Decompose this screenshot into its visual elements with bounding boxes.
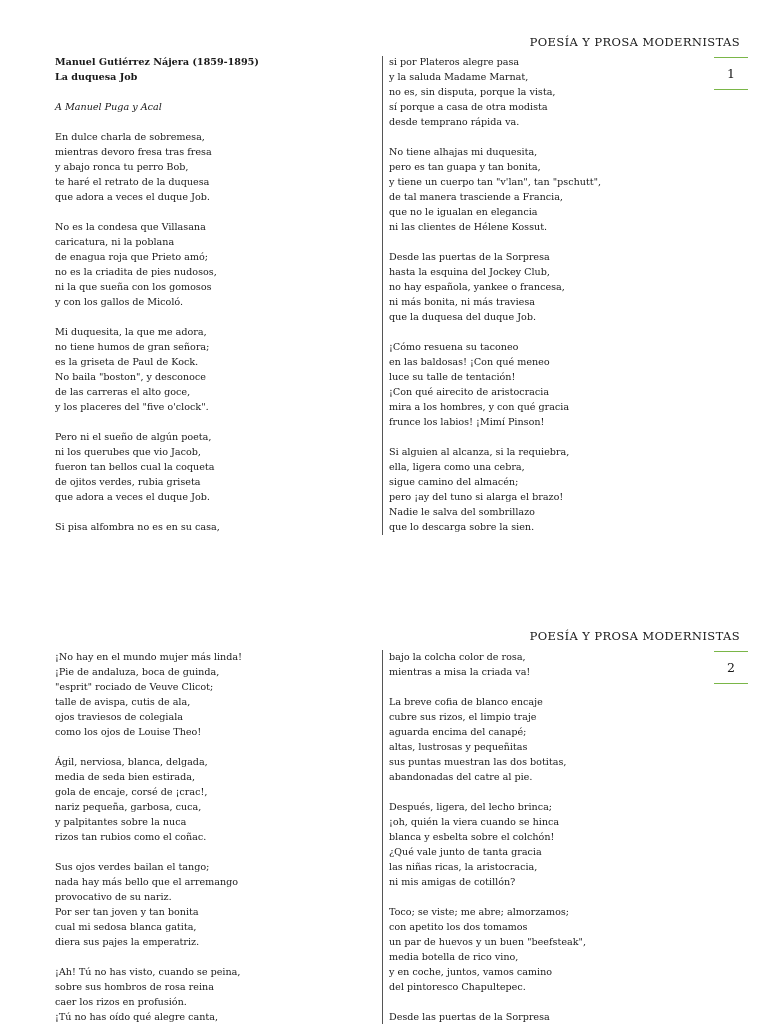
stanza-break [55,85,365,100]
poem-line: ni mis amigas de cotillón? [389,877,516,888]
poem-line: ¿Qué vale junto de tanta gracia [389,847,542,858]
poem-line: ni la que sueña con los gomosos [55,282,212,293]
poem-line: aguarda encima del canapé; [389,727,527,738]
poem-line: ¡Tú no has oído qué alegre canta, [55,1012,219,1023]
poem-line: Sus ojos verdes bailan el tango; [55,862,210,873]
poem-line: Mi duquesita, la que me adora, [55,327,207,338]
poem-line: Toco; se viste; me abre; almorzamos; [389,907,570,918]
poem-line: ojos traviesos de colegiala [55,712,183,723]
poem-line: que adora a veces el duque Job. [55,192,210,203]
text-column-left [55,650,365,1025]
poem-line: en las baldosas! ¡Con qué meneo [389,357,550,368]
stanza-break [55,310,365,325]
poem-line: y la saluda Madame Marnat, [389,72,529,83]
poem-line: media de seda bien estirada, [55,772,195,783]
poem-line: un par de huevos y un buen "beefsteak", [389,937,586,948]
dedication: A Manuel Puga y Acal [55,102,162,113]
column-divider [382,650,383,1024]
poem-line: Después, ligera, del lecho brinca; [389,802,553,813]
column-divider [382,56,383,535]
poem-line: de enagua roja que Prieto amó; [55,252,208,263]
poem-line: rizos tan rubios como el coñac. [55,832,207,843]
poem-line: No es la condesa que Villasana [55,222,206,233]
page-number: 1 [727,66,735,81]
poem-line: y con los gallos de Micoló. [55,297,184,308]
page-number-bottom-rule [714,89,748,90]
poem-line: Ágil, nerviosa, blanca, delgada, [55,757,208,768]
poem-line: te haré el retrato de la duquesa [55,177,210,188]
poem-line: y los placeres del "five o'clock". [55,402,209,413]
document-page-2 [0,512,768,1024]
poem-line: no hay española, yankee o francesa, [389,282,565,293]
poem-line: ni más bonita, ni más traviesa [389,297,535,308]
page-number: 2 [727,660,735,675]
stanza-break [389,890,699,905]
poem-line: hasta la esquina del Jockey Club, [389,267,550,278]
poem-line: Si alguien al alcanza, si la requiebra, [389,447,570,458]
poem-line: "esprit" rociado de Veuve Clicot; [55,682,214,693]
poem-line: las niñas ricas, la aristocracia, [389,862,538,873]
stanza-break [389,995,699,1010]
text-column-left [55,55,365,535]
poem-line: ¡No hay en el mundo mujer más linda! [55,652,242,663]
poem-line: caricatura, ni la poblana [55,237,175,248]
stanza-break [55,415,365,430]
page-number-top-rule [714,57,748,58]
poem-line: y palpitantes sobre la nuca [55,817,187,828]
stanza-break [55,950,365,965]
poem-line: talle de avispa, cutis de ala, [55,697,191,708]
poem-line: si por Plateros alegre pasa [389,57,520,68]
text-column-right [389,55,699,535]
poem-line: que no le igualan en elegancia [389,207,538,218]
stanza-break [389,325,699,340]
poem-line: blanca y esbelta sobre el colchón! [389,832,555,843]
poem-line: que lo descarga sobre la sien. [389,522,535,533]
poem-line: con apetito los dos tomamos [389,922,528,933]
poem-line: pero ¡ay del tuno si alarga el brazo! [389,492,564,503]
running-header: POESÍA Y PROSA MODERNISTAS [529,629,740,643]
poem-line: sus puntas muestran las dos botitas, [389,757,567,768]
poem-line: gola de encaje, corsé de ¡crac!, [55,787,208,798]
poem-line: ¡oh, quién la viera cuando se hinca [389,817,560,828]
poem-line: cual mi sedosa blanca gatita, [55,922,197,933]
running-header: POESÍA Y PROSA MODERNISTAS [529,35,740,49]
poem-line: y tiene un cuerpo tan "v'lan", tan "pschutt", [389,177,602,188]
poem-line: mientras devoro fresa tras fresa [55,147,212,158]
poem-title: La duquesa Job [55,72,138,83]
poem-line: cubre sus rizos, el limpio traje [389,712,537,723]
poem-line: ella, ligera como una cebra, [389,462,525,473]
poem-line: No tiene alhajas mi duquesita, [389,147,538,158]
stanza-break [389,785,699,800]
poem-line: como los ojos de Louise Theo! [55,727,202,738]
poem-line: sigue camino del almacén; [389,477,519,488]
stanza-break [389,430,699,445]
poem-line: bajo la colcha color de rosa, [389,652,526,663]
poem-line: es la griseta de Paul de Kock. [55,357,199,368]
poem-line: no tiene humos de gran señora; [55,342,210,353]
poem-line: Desde las puertas de la Sorpresa [389,252,550,263]
poem-line: ¡Con qué airecito de aristocracia [389,387,550,398]
poem-line: altas, lustrosas y pequeñitas [389,742,528,753]
stanza-break [389,680,699,695]
poem-line: que la duquesa del duque Job. [389,312,537,323]
poem-line: abandonadas del catre al pie. [389,772,533,783]
poem-line: Desde las puertas de la Sorpresa [389,1012,550,1023]
page-number-top-rule [714,651,748,652]
text-column-right [389,650,699,1025]
poem-line: fueron tan bellos cual la coqueta [55,462,215,473]
poem-line: del pintoresco Chapultepec. [389,982,526,993]
poem-line: diera sus pajes la emperatriz. [55,937,200,948]
stanza-break [55,740,365,755]
poem-line: ¡Cómo resuena su taconeo [389,342,519,353]
poem-line: y en coche, juntos, vamos camino [389,967,553,978]
poem-line: luce su talle de tentación! [389,372,516,383]
poem-line: de las carreras el alto goce, [55,387,191,398]
page-number-bottom-rule [714,683,748,684]
poem-line: provocativo de su nariz. [55,892,172,903]
poem-line: ni los querubes que vio Jacob, [55,447,201,458]
poem-line: Pero ni el sueño de algún poeta, [55,432,212,443]
poem-line: sobre sus hombros de rosa reina [55,982,214,993]
poem-line: ¡Pie de andaluza, boca de guinda, [55,667,220,678]
poem-line: Nadie le salva del sombrillazo [389,507,535,518]
poem-line: no es, sin disputa, porque la vista, [389,87,556,98]
stanza-break [389,235,699,250]
stanza-break [389,130,699,145]
poem-line: ni las clientes de Hélene Kossut. [389,222,548,233]
poem-line: caer los rizos en profusión. [55,997,187,1008]
poem-line: En dulce charla de sobremesa, [55,132,205,143]
poem-line: mira a los hombres, y con qué gracia [389,402,570,413]
poem-line: nariz pequeña, garbosa, cuca, [55,802,202,813]
poem-line: de ojitos verdes, rubia griseta [55,477,201,488]
poem-line: ¡Ah! Tú no has visto, cuando se peina, [55,967,241,978]
poem-line: desde temprano rápida va. [389,117,520,128]
stanza-break [55,845,365,860]
poem-line: sí porque a casa de otra modista [389,102,548,113]
poem-line: que adora a veces el duque Job. [55,492,210,503]
poem-line: La breve cofia de blanco encaje [389,697,543,708]
author-heading: Manuel Gutiérrez Nájera (1859-1895) [55,57,259,68]
poem-line: y abajo ronca tu perro Bob, [55,162,189,173]
poem-line: nada hay más bello que el arremango [55,877,239,888]
poem-line: no es la criadita de pies nudosos, [55,267,217,278]
poem-line: pero es tan guapa y tan bonita, [389,162,541,173]
poem-line: de tal manera trasciende a Francia, [389,192,563,203]
poem-line: Si pisa alfombra no es en su casa, [55,522,220,533]
poem-line: media botella de rico vino, [389,952,519,963]
poem-line: No baila "boston", y desconoce [55,372,206,383]
poem-line: frunce los labios! ¡Mimí Pinson! [389,417,545,428]
poem-line: Por ser tan joven y tan bonita [55,907,199,918]
poem-line: mientras a misa la criada va! [389,667,531,678]
stanza-break [55,205,365,220]
stanza-break [55,115,365,130]
